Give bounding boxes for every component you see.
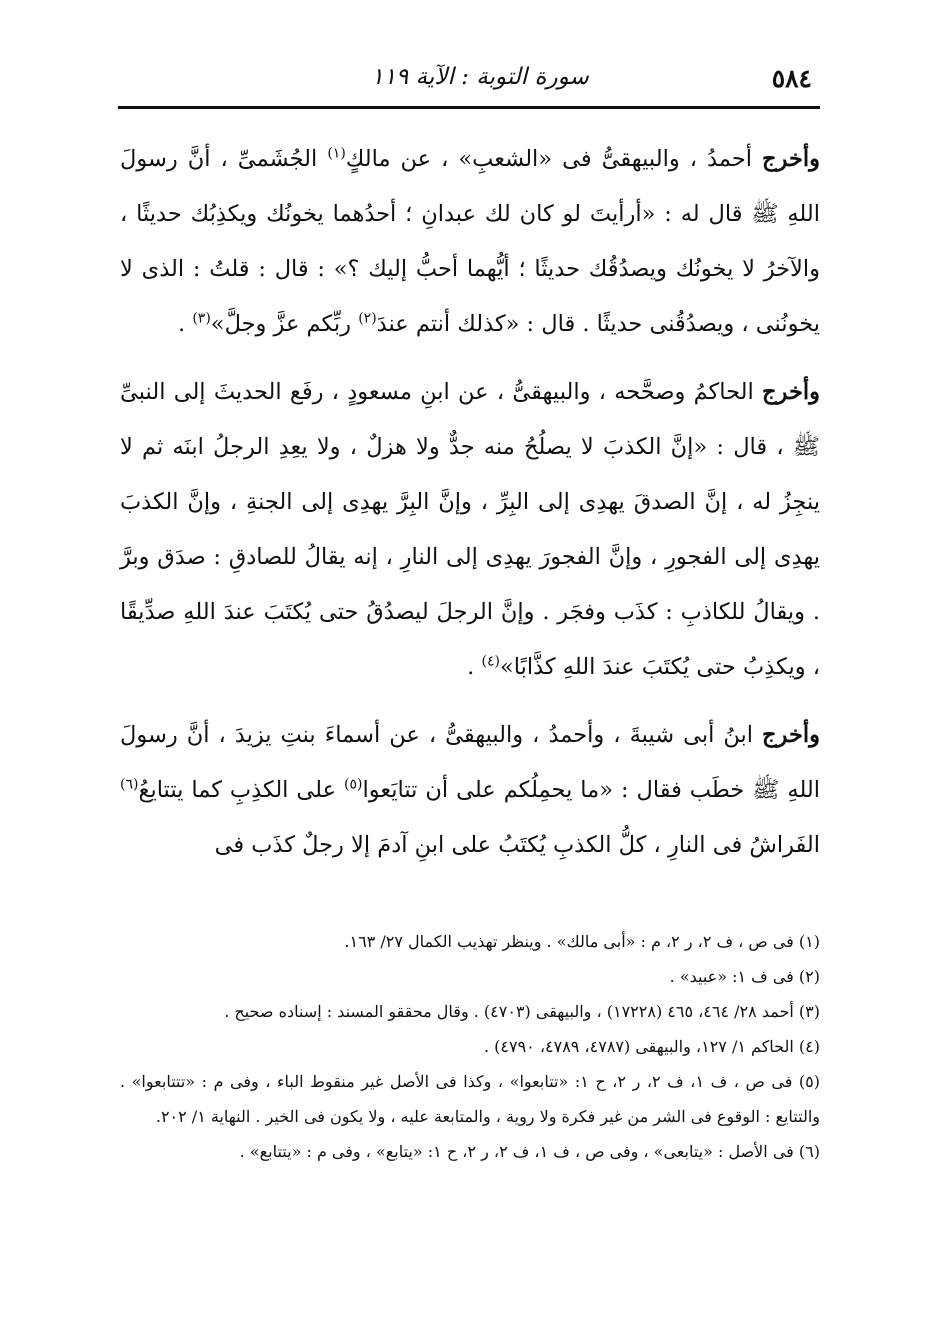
text-run: على الكذِبِ كما يتتايعُ: [138, 777, 345, 803]
footnote-marker[interactable]: (٥): [344, 776, 363, 793]
page-number: ٥٨٤: [771, 64, 812, 93]
header-rule: [118, 106, 820, 109]
footnote-marker[interactable]: (٤): [481, 653, 500, 670]
footnote: (٤) الحاكم ١/ ١٢٧، والبيهقى (٤٧٨٧، ٤٧٨٩، ٤٧٩٠) .: [483, 1037, 820, 1056]
text-run: ابنُ أبى شيبةَ ، وأحمدُ ، والبيهقىُّ ، عن أسماءَ بنتِ يزيدَ ، أنَّ رسولَ اللهِ ﷺ خطَب فقال : «ما يحمِلُكم على أن تتايَعوا: [120, 722, 820, 803]
paragraph-lead-word: وأخرج: [762, 146, 820, 172]
footnotes: [120, 924, 820, 1169]
footnote: (٦) فى الأصل : «يتابعى» ، وفى ص ، ف ١، ف ٢، ر ٢، ح ١: «يتابع» ، وفى م : «يتتابع» .: [239, 1142, 820, 1161]
paragraph: [120, 708, 820, 873]
footnote-marker[interactable]: (٦): [120, 776, 139, 793]
text-run: الجُشَمىِّ ، أنَّ رسولَ اللهِ ﷺ قال له : «أرأيتَ لو كان لك عبدانِ ؛ أحدُهما يخونُك ويكذِبُك حديثًا ، والآخرُ لا يخونُك ويصدُقُك حديثًا ؛ أيُّهما أحبُّ إليك ؟» : قال : قلتُ : الذى لا يخونُنى ، ويصدُقُنى حديثًا . قال : «كذلك أنتم عندَ: [120, 146, 820, 337]
footnote-marker[interactable]: (٣): [192, 310, 211, 327]
footnote: (١) فى ص ، ف ٢، ر ٢، م : «أبى مالك» . وينظر تهذيب الكمال ٢٧/ ١٦٣.: [344, 932, 820, 951]
footnote: (٣) أحمد ٢٨/ ٤٦٤، ٤٦٥ (١٧٢٢٨) ، والبيهقى (٤٧٠٣) . وقال محققو المسند : إسناده صحيح .: [224, 1002, 820, 1021]
text-run: الفَراشُ فى النارِ ، كلُّ الكذبِ يُكتَبُ على ابنِ آدمَ إلا رجلٌ كذَب فى: [214, 832, 820, 858]
footnote-marker[interactable]: (٢): [358, 310, 377, 327]
footnote: (٥) فى ص ، ف ١، ف ٢، ر ٢، ح ١: «تتابعوا» ، وكذا فى الأصل غير منقوط الباء ، وفى م : «تتتابعوا» . والتتايع : الوقوع فى الشر من غير فكرة ولا روية ، والمتابعة عليه ، ولا يكون فى الخير . النهاية ١/ ٢٠٢.: [120, 1072, 820, 1126]
running-head: سورة التوبة : الآية ١١٩: [371, 64, 589, 90]
text-run: .: [467, 654, 482, 680]
paragraph-lead-word: وأخرج: [762, 379, 820, 405]
main-text: [120, 132, 820, 886]
footnote-marker[interactable]: (١): [327, 145, 346, 162]
text-run: .: [178, 311, 193, 337]
paragraph: [120, 132, 820, 352]
paragraph: [120, 365, 820, 695]
text-run: أحمدُ ، والبيهقىُّ فى «الشعبِ» ، عن مالكٍ: [345, 146, 763, 172]
text-run: ربِّكم عزَّ وجلَّ»: [210, 311, 359, 337]
text-run: الحاكمُ وصحَّحه ، والبيهقىُّ ، عن ابنِ مسعودٍ ، رفَع الحديثَ إلى النبىِّ ﷺ ، قال : «إنَّ الكذبَ لا يصلُحُ منه جدٌّ ولا هزلٌ ، ولا يعِدِ الرجلُ ابنَه ثم لا ينجِزُ له ، إنَّ الصدقَ يهدِى إلى البِرِّ ، وإنَّ البِرَّ يهدِى إلى الجنةِ ، وإنَّ الكذبَ يهدِى إلى الفجورِ ، وإنَّ الفجورَ يهدِى إلى النارِ ، إنه يقالُ للصادقِ : صدَق وبرَّ . ويقالُ للكاذبِ : كذَب وفجَر . وإنَّ الرجلَ ليصدُقُ حتى يُكتَبَ عندَ اللهِ صدِّيقًا ، ويكذِبُ حتى يُكتَبَ عندَ اللهِ كذَّابًا»: [120, 379, 820, 680]
paragraph-lead-word: وأخرج: [762, 722, 820, 748]
footnote: (٢) فى ف ١: «عبيد» .: [669, 967, 820, 986]
